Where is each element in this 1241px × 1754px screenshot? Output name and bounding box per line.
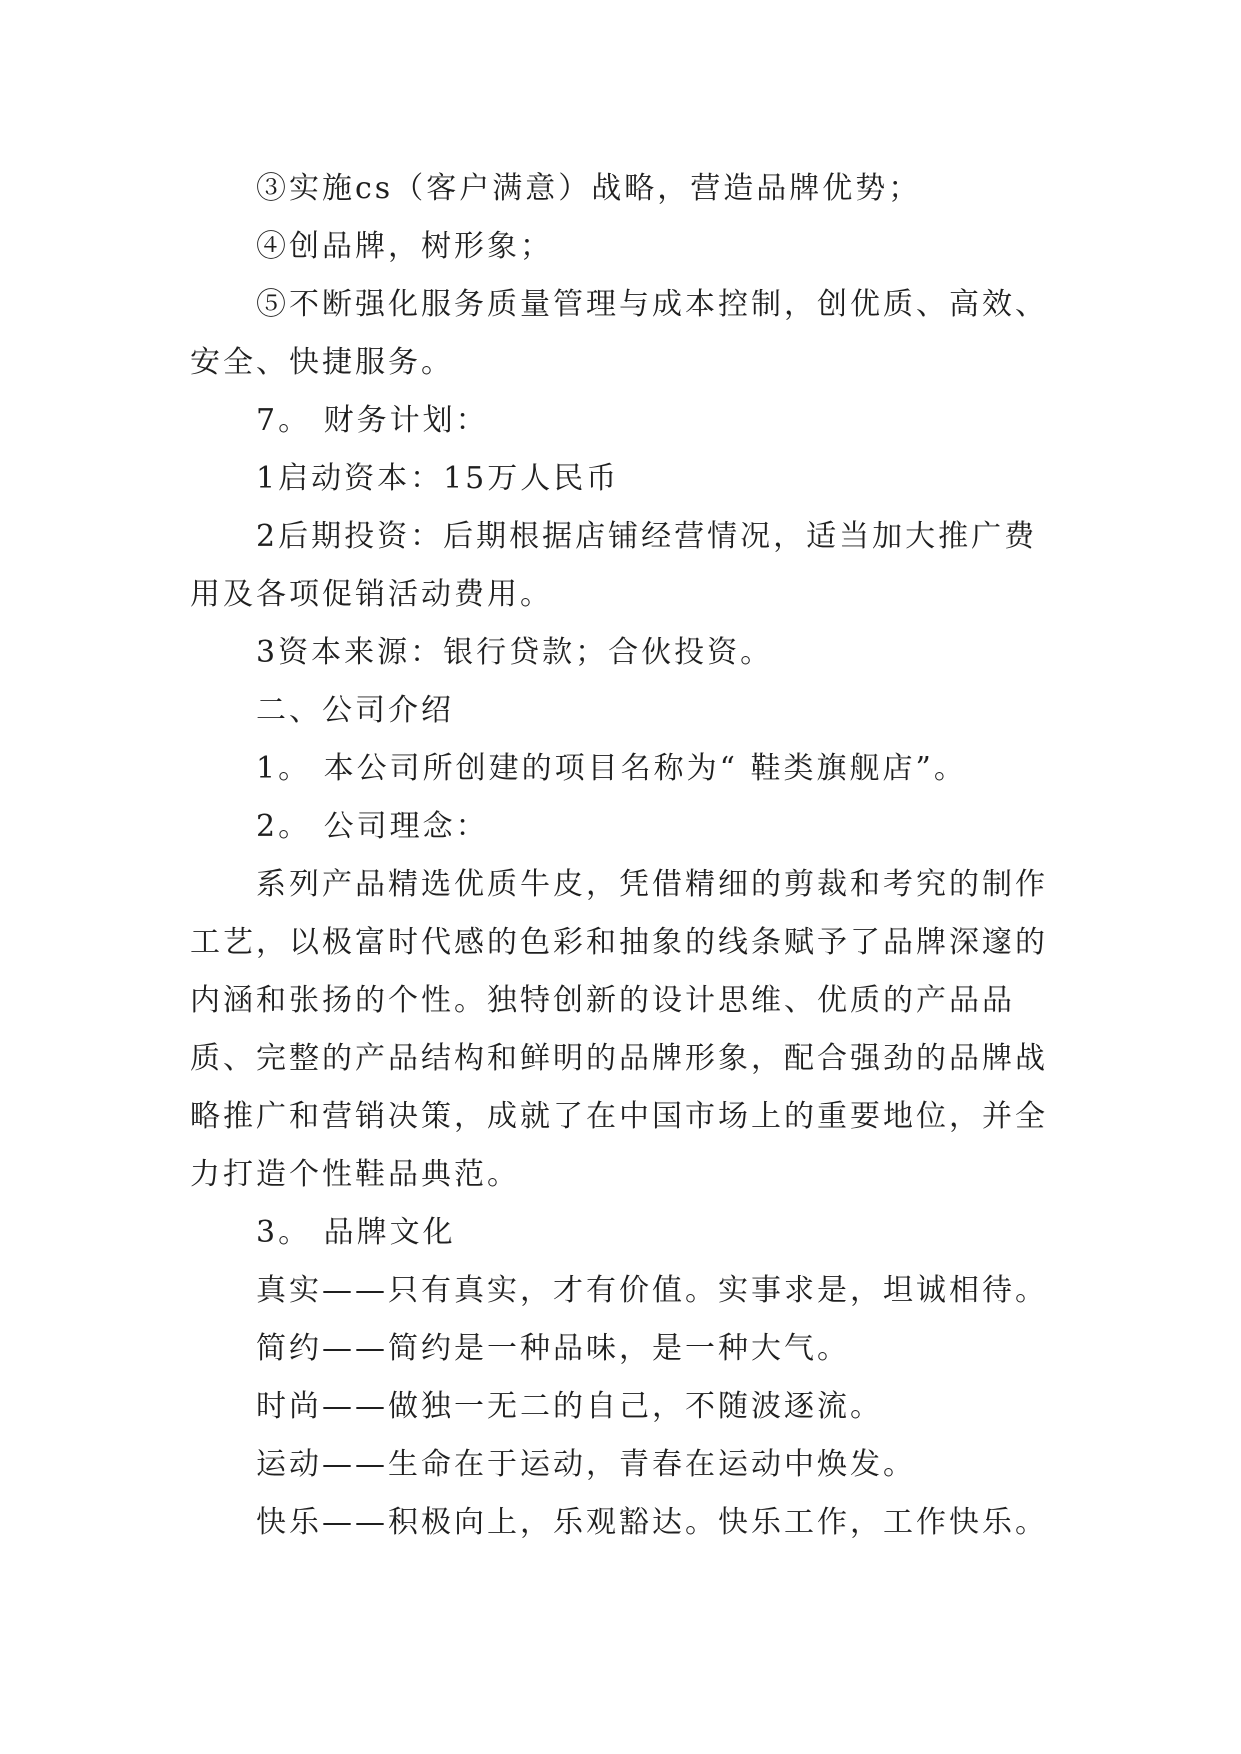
paragraph-culture-simple: 简约——简约是一种品味，是一种大气。 (256, 1331, 850, 1366)
paragraph-culture-happy: 快乐——积极向上，乐观豁达。快乐工作，工作快乐。 (256, 1505, 1048, 1540)
paragraph-service-quality: ⑤不断强化服务质量管理与成本控制，创优质、高效、安全、快捷服务。 (190, 287, 1048, 380)
paragraph-philosophy-body: 系列产品精选优质牛皮，凭借精细的剪裁和考究的制作工艺，以极富时代感的色彩和抽象的线条赋予了品牌深邃的内涵和张扬的个性。独特创新的设计思维、优质的产品品质、完整的产品结构和鲜明的品牌形象，配合强劲的品牌战略推广和营销决策，成就了在中国市场上的重要地位，并全力打造个性鞋品典范。 (190, 867, 1048, 1192)
heading-company-philosophy: 2。 公司理念： (256, 809, 489, 844)
paragraph-project-name: 1。 本公司所创建的项目名称为“ 鞋类旗舰店”。 (256, 751, 967, 786)
heading-financial-plan: 7。 财务计划： (256, 403, 489, 438)
heading-company-intro: 二、公司介绍 (256, 693, 454, 728)
paragraph-culture-fashion: 时尚——做独一无二的自己，不随波逐流。 (256, 1389, 883, 1424)
paragraph-startup-capital: 1启动资本：15万人民币 (256, 461, 620, 496)
document-body (190, 160, 1070, 1552)
paragraph-culture-sport: 运动——生命在于运动，青春在运动中焕发。 (256, 1447, 916, 1482)
paragraph-capital-source: 3资本来源：银行贷款；合伙投资。 (256, 635, 774, 670)
heading-brand-culture: 3。 品牌文化 (256, 1215, 456, 1250)
paragraph-brand-image: ④创品牌，树形象； (256, 229, 553, 264)
paragraph-strategy-cs: ③实施cs（客户满意）战略，营造品牌优势； (256, 171, 922, 206)
paragraph-culture-real: 真实——只有真实，才有价值。实事求是，坦诚相待。 (256, 1273, 1048, 1308)
paragraph-later-investment: 2后期投资：后期根据店铺经营情况，适当加大推广费用及各项促销活动费用。 (190, 519, 1038, 612)
